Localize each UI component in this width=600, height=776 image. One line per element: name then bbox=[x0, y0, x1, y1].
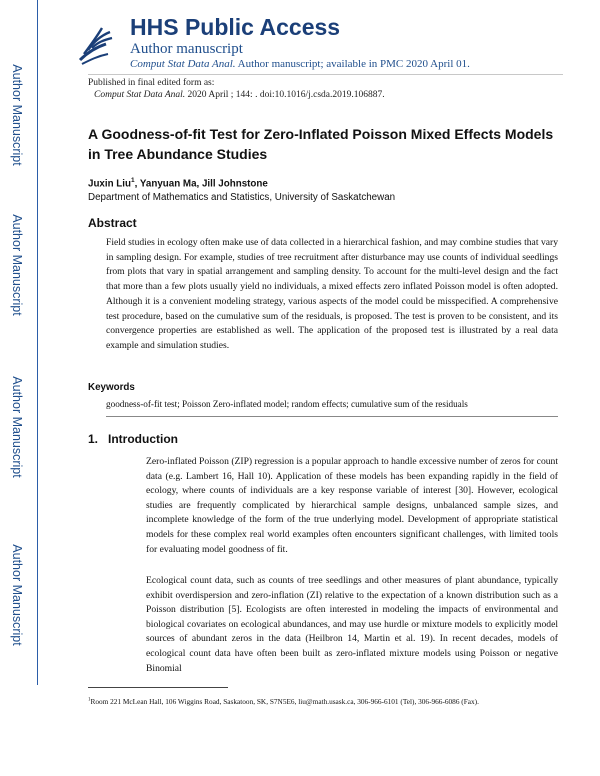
availability-text: Author manuscript; available in PMC 2020 April 01. bbox=[235, 58, 470, 70]
intro-paragraph-2: Ecological count data, such as counts of tree seedlings and other measures of plant abundance, typically exhibit overdispersion and zero-inflation (ZI) relative to the expectation of a known distribution such as a Poisson distribution [5]. Ecologists are often interested in modeling the impacts of environmental and biological covariates on ecological abundances, and may use hurdle or mixture models to explicitly model sources of abundant zeros in the data (Heilbron 14, Martin et al. 19). In recent decades, models of ecological count data have often been built as zero-inflated mixture models using Poisson or negative Binomial bbox=[146, 575, 558, 674]
other-authors: , Yanyuan Ma, Jill Johnstone bbox=[134, 178, 268, 190]
footnote bbox=[88, 697, 558, 706]
keywords-divider bbox=[106, 416, 558, 417]
journal-name: Comput Stat Data Anal. bbox=[130, 58, 236, 70]
journal-availability bbox=[130, 58, 470, 70]
abstract-heading: Abstract bbox=[88, 216, 137, 230]
footnote-text: Room 221 McLean Hall, 106 Wiggins Road, Saskatoon, SK, S7N5E6, liu@math.usask.ca, 306-966-6101 (Tel), 306-966-6086 (Fax). bbox=[90, 697, 479, 706]
side-label-3: Author Manuscript bbox=[10, 376, 24, 478]
author-footnote-marker: 1 bbox=[131, 177, 135, 184]
paper-title: A Goodness-of-fit Test for Zero-Inflated Poisson Mixed Effects Models in Tree Abundance Studies bbox=[88, 126, 554, 162]
keywords-heading: Keywords bbox=[88, 382, 135, 393]
citation-journal: Comput Stat Data Anal. bbox=[94, 90, 186, 100]
section-heading-introduction bbox=[88, 432, 178, 446]
citation-line bbox=[88, 89, 385, 101]
section-title: Introduction bbox=[108, 432, 178, 446]
hhs-eagle-logo-icon bbox=[76, 20, 116, 66]
side-label-1: Author Manuscript bbox=[10, 64, 24, 166]
author-manuscript-subtitle: Author manuscript bbox=[130, 41, 243, 57]
keywords-text: goodness-of-fit test; Poisson Zero-inflated model; random effects; cumulative sum of the residuals bbox=[106, 399, 468, 409]
hhs-public-access-title: HHS Public Access bbox=[130, 14, 341, 40]
side-label-2: Author Manuscript bbox=[10, 214, 24, 316]
first-author: Juxin Liu bbox=[88, 178, 132, 190]
side-label-4: Author Manuscript bbox=[10, 544, 24, 646]
citation-details: 2020 April ; 144: . doi:10.1016/j.csda.2019.106887. bbox=[185, 90, 385, 100]
abstract-text: Field studies in ecology often make use of data collected in a hierarchical fashion, and may combine studies that vary in sampling design. For example, studies of tree recruitment after disturbance may use counts of individual seedlings from plots that vary in spatial arrangement and sampling density. To account for the multi-level design and the fact that more than a few plots usually yield no individuals, a mixed effects zero inflated Poisson model is often adopted. Although it is a convenient modeling strategy, various aspects of the model could be misspecified. A comprehensive test procedure, based on the cumulative sum of the residuals, is proposed. The test is proven to be consistent, and its convergence properties are established as well. The application of the proposed test is illustrated by a real data example and simulation studies. bbox=[106, 237, 558, 351]
published-label: Published in final edited form as: bbox=[88, 78, 215, 88]
intro-paragraph-1: Zero-inflated Poisson (ZIP) regression is a popular approach to handle excessive number of zeros for count data (e.g. Lambert 16, Hall 10). Application of these models has been expanding rapidly in the field of ecology, where counts of individuals are a key response variable of interest [30]. However, ecological studies are frequently complicated by hierarchical sample designs, unbalanced sample sizes, and incomplete knowledge of the form of the true underlying model. Development of appropriate statistical models for these complex real world examples often encounters significant challenges, with limited tools for evaluating model goodness of fit. bbox=[146, 456, 558, 555]
section-number: 1. bbox=[88, 432, 99, 446]
header-divider bbox=[88, 74, 563, 75]
sidebar-rule bbox=[37, 0, 38, 685]
author-list bbox=[88, 177, 268, 189]
affiliation: Department of Mathematics and Statistics, University of Saskatchewan bbox=[88, 192, 396, 203]
publication-info bbox=[88, 77, 385, 101]
footnote-divider bbox=[88, 687, 228, 688]
footnote-marker: 1 bbox=[88, 697, 91, 703]
